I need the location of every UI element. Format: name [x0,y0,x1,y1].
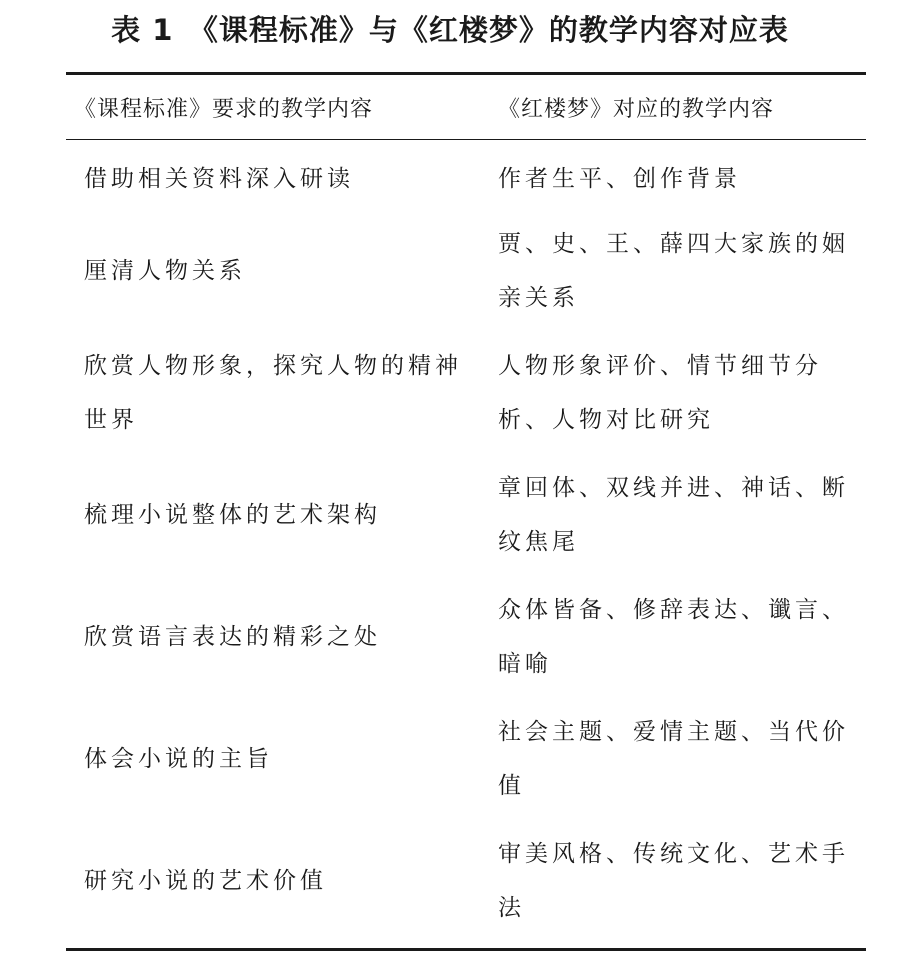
table-row [66,148,866,210]
table-header-row [66,75,866,139]
standard-requirement-cell: 厘清人物关系 [84,258,246,284]
standard-requirement-cell: 研究小说的艺术价值 [84,868,327,894]
table-body [66,140,866,948]
header-curriculum-standard: 《课程标准》要求的教学内容 [74,96,374,122]
novel-content-cell: 审美风格、传统文化、艺术手法 [498,841,849,921]
table-row [66,698,866,820]
novel-content-cell: 社会主题、爱情主题、当代价值 [498,719,849,799]
table-row [66,210,866,332]
standard-requirement-cell: 体会小说的主旨 [84,746,273,772]
novel-content-cell: 众体皆备、修辞表达、谶言、暗喻 [498,597,849,677]
novel-content-cell: 章回体、双线并进、神话、断纹焦尾 [498,475,849,555]
table-caption: 表 1 《课程标准》与《红楼梦》的教学内容对应表 [111,13,789,47]
standard-requirement-cell: 梳理小说整体的艺术架构 [84,502,381,528]
standard-requirement-cell: 欣赏语言表达的精彩之处 [84,624,381,650]
header-hongloumeng-content: 《红楼梦》对应的教学内容 [498,96,775,122]
table-bottom-rule [66,948,866,951]
table-row [66,576,866,698]
table-row [66,454,866,576]
content-correspondence-table [66,72,866,951]
table-row [66,332,866,454]
standard-requirement-cell: 借助相关资料深入研读 [84,166,354,192]
standard-requirement-cell: 欣赏人物形象，探究人物的精神世界 [84,353,462,433]
novel-content-cell: 贾、史、王、薛四大家族的姻亲关系 [498,231,849,311]
novel-content-cell: 作者生平、创作背景 [498,166,741,192]
table-row [66,820,866,942]
novel-content-cell: 人物形象评价、情节细节分析、人物对比研究 [498,353,822,433]
